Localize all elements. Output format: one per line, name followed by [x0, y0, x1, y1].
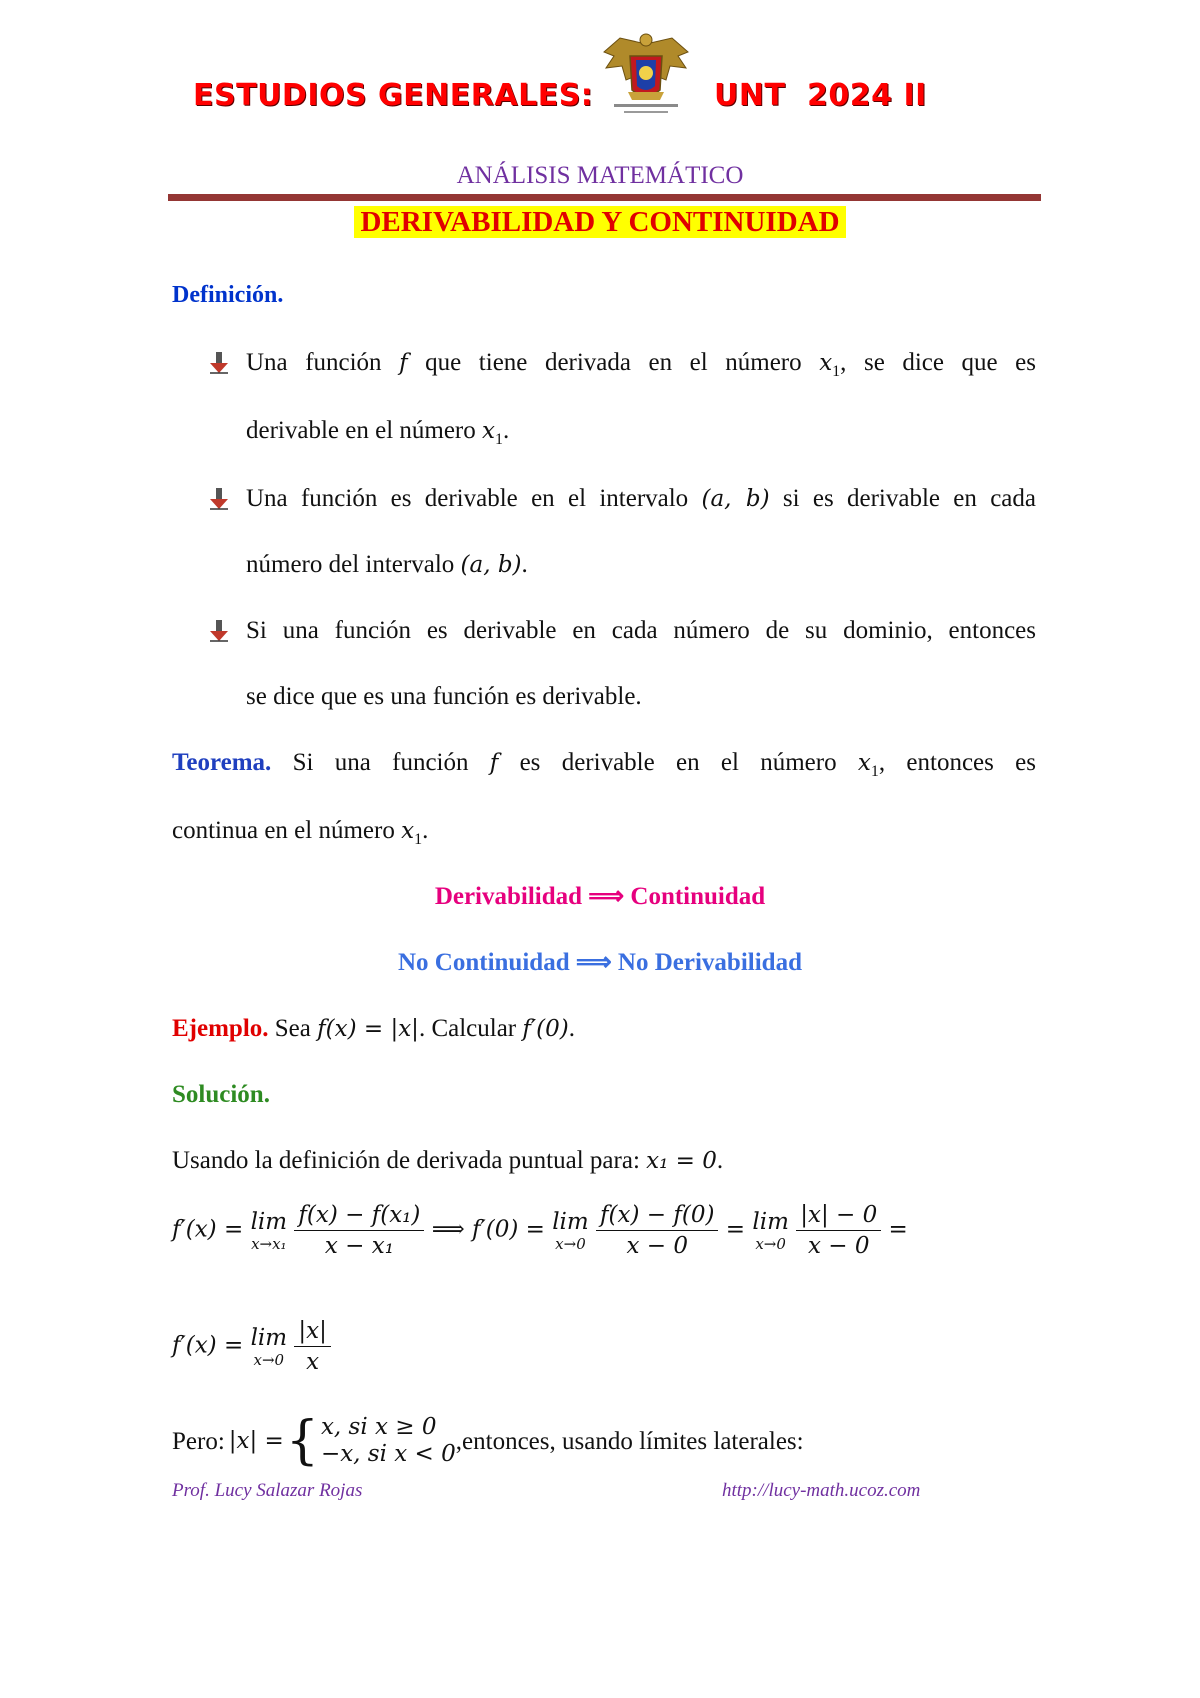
theorem-line1: Teorema. Si una función f es derivable en el número $x_1$, entonces es — [172, 749, 1036, 780]
example-label: Ejemplo. — [172, 1015, 269, 1042]
definition-item-1-line2: derivable en el número $x_1$. — [246, 417, 510, 448]
arrow-down-bullet-icon — [210, 488, 228, 517]
definition-item-2-line1: Una función es derivable en el intervalo (a, b) si es derivable en cada — [246, 485, 1036, 512]
implication-no-continuity: No Continuidad ⟹ No Derivabilidad — [398, 949, 802, 976]
implication-derivability: Derivabilidad ⟹ Continuidad — [434, 883, 766, 910]
footer-author: Prof. Lucy Salazar Rojas — [172, 1480, 363, 1501]
header-title: ESTUDIOS GENERALES: — [193, 78, 594, 113]
header-university: UNT — [714, 78, 786, 113]
header-divider — [168, 194, 1041, 201]
course-name: ANÁLISIS MATEMÁTICO — [456, 162, 744, 189]
definition-item-1-line1: Una función f que tiene derivada en el número $x_1$, se dice que es — [246, 349, 1036, 380]
definition-item-3-line1: Si una función es derivable en cada número de su dominio, entonces — [246, 617, 1036, 644]
derivative-equation-1: f′(x) = lim x→x₁ $\frac{\text{f(x) − f(x₁)}}{\text{x − x₁}}$ ⟹ f′(0) = lim x→0 $\frac{f(x) - f(0)}{x - 0}$ = lim x→0 $\frac{|x| - 0}{x - 0}$ = — [172, 1202, 908, 1259]
page-title-wrap — [0, 206, 1200, 239]
theorem-label: Teorema. — [172, 749, 272, 776]
arrow-down-bullet-icon — [210, 352, 228, 381]
header-term: 2024 II — [807, 78, 927, 113]
page-title: DERIVABILIDAD Y CONTINUIDAD — [354, 206, 845, 238]
theorem-line2: continua en el número $x_1$. — [172, 817, 429, 848]
footer-url[interactable]: http://lucy-math.ucoz.com — [722, 1480, 921, 1501]
example-line: Ejemplo. Sea f(x) = |x|. Calcular f′(0). — [172, 1015, 575, 1042]
definition-item-2-line2: número del intervalo (a, b). — [246, 551, 528, 578]
university-seal-icon — [600, 30, 692, 125]
solution-intro: Usando la definición de derivada puntual para: x₁ = 0. — [172, 1147, 724, 1174]
absolute-value-definition: Pero: |x| = { x, si x ≥ 0 −x, si x < 0 , entonces, usando límites laterales: — [172, 1411, 804, 1471]
derivative-equation-2: f′(x) = lim x→0 $\frac{|x|}{x}$ — [172, 1318, 331, 1375]
arrow-down-bullet-icon — [210, 620, 228, 649]
definition-label: Definición. — [172, 282, 284, 308]
solution-label: Solución. — [172, 1081, 270, 1108]
definition-item-3-line2: se dice que es una función es derivable. — [246, 683, 642, 710]
